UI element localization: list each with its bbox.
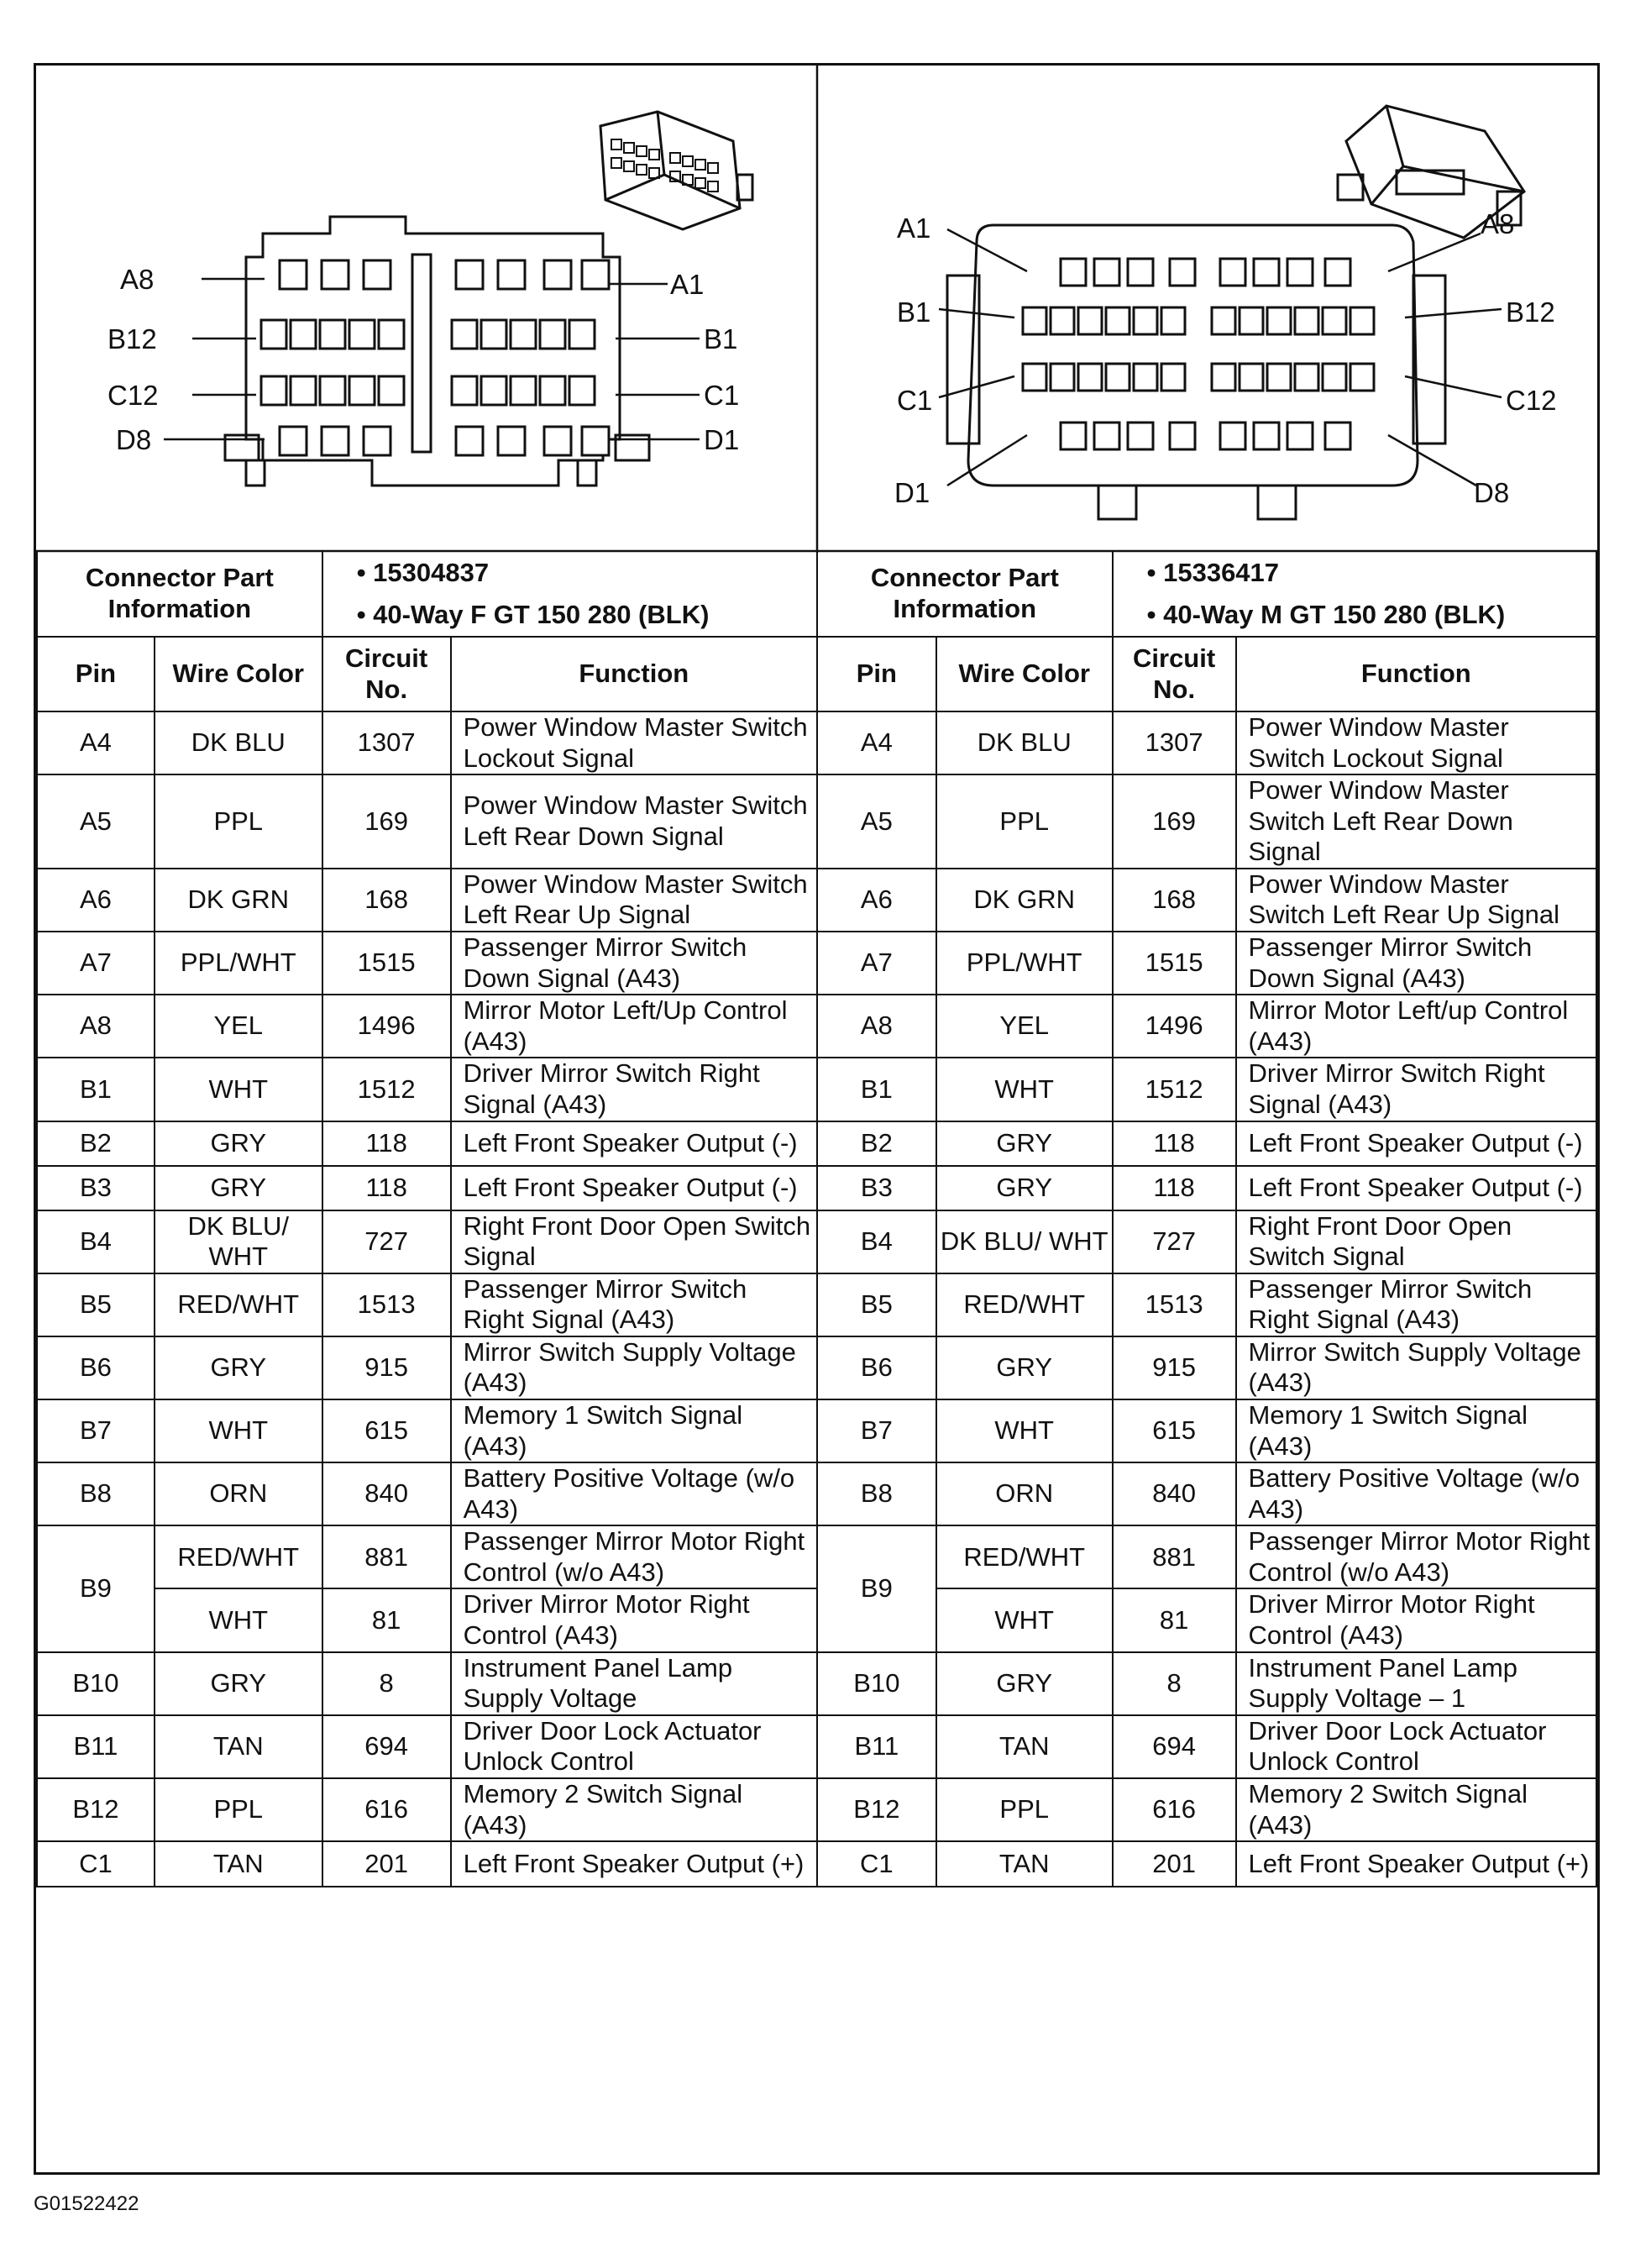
cavity — [1350, 307, 1374, 334]
pin-cell: B9 — [37, 1525, 155, 1651]
table-row — [37, 1588, 1596, 1651]
cavity — [511, 376, 536, 405]
wire-color-cell: GRY — [155, 1121, 322, 1166]
wire-color-cell-right: WHT — [936, 1588, 1113, 1651]
cavity — [544, 427, 571, 455]
right-description: • 40-Way M GT 150 280 (BLK) — [1113, 595, 1596, 637]
wire-color-cell: TAN — [155, 1841, 322, 1887]
right-info-label: Connector Part Information — [817, 551, 1113, 637]
function-cell: Instrument Panel Lamp Supply Voltage — [451, 1652, 817, 1715]
cavity — [379, 376, 404, 405]
circuit-cell: 81 — [322, 1588, 451, 1651]
wire-color-cell: GRY — [155, 1652, 322, 1715]
cavity — [1323, 364, 1346, 391]
cavity — [320, 320, 345, 349]
circuit-cell: 118 — [322, 1121, 451, 1166]
cavity — [1220, 259, 1245, 286]
left-label-a8: A8 — [120, 264, 155, 295]
wire-color-cell: RED/WHT — [155, 1525, 322, 1588]
pin-cell-right: B1 — [817, 1058, 936, 1121]
cavity — [1287, 259, 1313, 286]
wire-color-cell: WHT — [155, 1399, 322, 1462]
cavity — [1106, 307, 1129, 334]
circuit-cell: 1496 — [322, 995, 451, 1058]
circuit-cell: 881 — [322, 1525, 451, 1588]
circuit-cell-right: 616 — [1113, 1778, 1236, 1841]
cavity — [1267, 307, 1291, 334]
circuit-cell: 727 — [322, 1210, 451, 1273]
table-row — [37, 932, 1596, 995]
cavity — [1051, 307, 1074, 334]
pin-cell: A7 — [37, 932, 155, 995]
wire-color-cell: PPL — [155, 1778, 322, 1841]
cavity — [1078, 307, 1102, 334]
left-label-d1: D1 — [704, 424, 740, 455]
wire-color-cell: YEL — [155, 995, 322, 1058]
right-part-number: • 15336417 — [1113, 551, 1596, 595]
header-function-right: Function — [1236, 637, 1596, 711]
right-label-c12: C12 — [1506, 385, 1557, 416]
function-cell-right: Power Window Master Switch Left Rear Down Signal — [1236, 774, 1596, 869]
pin-cell: B6 — [37, 1336, 155, 1399]
pin-cell: B8 — [37, 1462, 155, 1525]
cavity — [1254, 259, 1279, 286]
table-row — [37, 1058, 1596, 1121]
right-label-b12: B12 — [1506, 297, 1555, 328]
circuit-cell-right: 1513 — [1113, 1273, 1236, 1336]
table-row — [37, 1210, 1596, 1273]
function-cell-right: Left Front Speaker Output (+) — [1236, 1841, 1596, 1887]
table-row — [37, 1121, 1596, 1166]
connector-diagrams — [36, 66, 1597, 553]
column-header-row — [37, 637, 1596, 711]
cavity — [280, 260, 307, 289]
connector-sheet — [34, 63, 1600, 2175]
wire-color-cell-right: RED/WHT — [936, 1273, 1113, 1336]
wire-color-cell-right: PPL — [936, 1778, 1113, 1841]
circuit-cell: 201 — [322, 1841, 451, 1887]
cavity — [540, 376, 565, 405]
pin-cell: B7 — [37, 1399, 155, 1462]
table-row — [37, 1525, 1596, 1588]
wire-color-cell-right: PPL/WHT — [936, 932, 1113, 995]
function-cell: Battery Positive Voltage (w/o A43) — [451, 1462, 817, 1525]
function-cell: Power Window Master Switch Lockout Signal — [451, 711, 817, 774]
left-label-b1: B1 — [704, 323, 738, 354]
cavity — [1254, 423, 1279, 449]
pin-cell: B2 — [37, 1121, 155, 1166]
function-cell-right: Instrument Panel Lamp Supply Voltage – 1 — [1236, 1652, 1596, 1715]
pin-cell: A6 — [37, 869, 155, 932]
circuit-cell: 1513 — [322, 1273, 451, 1336]
table-row — [37, 774, 1596, 869]
cavity — [1295, 307, 1318, 334]
function-cell-right: Driver Mirror Motor Right Control (A43) — [1236, 1588, 1596, 1651]
cavity — [1287, 423, 1313, 449]
circuit-cell-right: 694 — [1113, 1715, 1236, 1778]
table-row — [37, 995, 1596, 1058]
circuit-cell: 8 — [322, 1652, 451, 1715]
circuit-cell: 169 — [322, 774, 451, 869]
cavity — [582, 260, 609, 289]
function-cell: Passenger Mirror Switch Right Signal (A43) — [451, 1273, 817, 1336]
cavity — [1023, 364, 1046, 391]
cavity — [1128, 423, 1153, 449]
header-circuit-right: Circuit No. — [1113, 637, 1236, 711]
pin-cell-right: B8 — [817, 1462, 936, 1525]
pin-cell: B10 — [37, 1652, 155, 1715]
function-cell-right: Mirror Motor Left/up Control (A43) — [1236, 995, 1596, 1058]
cavity — [498, 260, 525, 289]
wire-color-cell: DK GRN — [155, 869, 322, 932]
cavity — [1134, 364, 1157, 391]
wire-color-cell: PPL/WHT — [155, 932, 322, 995]
function-cell: Passenger Mirror Switch Down Signal (A43) — [451, 932, 817, 995]
wire-color-cell: GRY — [155, 1336, 322, 1399]
pin-cell: B11 — [37, 1715, 155, 1778]
table-row — [37, 1273, 1596, 1336]
function-cell-right: Driver Door Lock Actuator Unlock Control — [1236, 1715, 1596, 1778]
circuit-cell-right: 1496 — [1113, 995, 1236, 1058]
cavity — [322, 427, 349, 455]
function-cell-right: Battery Positive Voltage (w/o A43) — [1236, 1462, 1596, 1525]
pin-cell: B3 — [37, 1166, 155, 1210]
cavity — [582, 427, 609, 455]
circuit-cell-right: 201 — [1113, 1841, 1236, 1887]
circuit-cell-right: 615 — [1113, 1399, 1236, 1462]
right-label-d8: D8 — [1474, 477, 1510, 508]
wire-color-cell-right: WHT — [936, 1058, 1113, 1121]
pin-cell-right: C1 — [817, 1841, 936, 1887]
figure-id: G01522422 — [34, 2192, 139, 2215]
cavity — [364, 427, 390, 455]
pin-cell-right: A5 — [817, 774, 936, 869]
wire-color-cell: DK BLU — [155, 711, 322, 774]
cavity — [456, 427, 483, 455]
function-cell: Memory 1 Switch Signal (A43) — [451, 1399, 817, 1462]
circuit-cell: 616 — [322, 1778, 451, 1841]
circuit-cell-right: 915 — [1113, 1336, 1236, 1399]
cavity — [291, 320, 316, 349]
wire-color-cell-right: DK BLU/ WHT — [936, 1210, 1113, 1273]
header-circuit: Circuit No. — [322, 637, 451, 711]
right-label-a8: A8 — [1481, 208, 1515, 239]
cavity — [1094, 423, 1119, 449]
function-cell: Driver Mirror Switch Right Signal (A43) — [451, 1058, 817, 1121]
circuit-cell-right: 168 — [1113, 869, 1236, 932]
wire-color-cell-right: RED/WHT — [936, 1525, 1113, 1588]
wire-color-cell: GRY — [155, 1166, 322, 1210]
table-row — [37, 1778, 1596, 1841]
right-label-d1: D1 — [894, 477, 930, 508]
right-label-a1: A1 — [897, 213, 931, 244]
cavity — [498, 427, 525, 455]
pin-cell: B5 — [37, 1273, 155, 1336]
cavity — [1170, 423, 1195, 449]
pin-cell: B1 — [37, 1058, 155, 1121]
function-cell-right: Power Window Master Switch Lockout Signal — [1236, 711, 1596, 774]
function-cell: Left Front Speaker Output (-) — [451, 1166, 817, 1210]
pin-cell: A4 — [37, 711, 155, 774]
circuit-cell-right: 1512 — [1113, 1058, 1236, 1121]
pin-cell-right: B5 — [817, 1273, 936, 1336]
pin-cell-right: B2 — [817, 1121, 936, 1166]
circuit-cell: 615 — [322, 1399, 451, 1462]
wire-color-cell-right: DK BLU — [936, 711, 1113, 774]
cavity — [291, 376, 316, 405]
pin-cell-right: B10 — [817, 1652, 936, 1715]
cavity — [1078, 364, 1102, 391]
function-cell-right: Right Front Door Open Switch Signal — [1236, 1210, 1596, 1273]
cavity — [280, 427, 307, 455]
function-cell-right: Mirror Switch Supply Voltage (A43) — [1236, 1336, 1596, 1399]
cavity — [261, 376, 286, 405]
cavity — [1240, 307, 1263, 334]
cavity — [1094, 259, 1119, 286]
cavity — [1267, 364, 1291, 391]
function-cell: Driver Door Lock Actuator Unlock Control — [451, 1715, 817, 1778]
header-function: Function — [451, 637, 817, 711]
wire-color-cell-right: DK GRN — [936, 869, 1113, 932]
cavity — [379, 320, 404, 349]
function-cell: Power Window Master Switch Left Rear Up Signal — [451, 869, 817, 932]
cavity — [481, 376, 506, 405]
circuit-cell-right: 169 — [1113, 774, 1236, 869]
function-cell: Power Window Master Switch Left Rear Down Signal — [451, 774, 817, 869]
function-cell: Passenger Mirror Motor Right Control (w/o A43) — [451, 1525, 817, 1588]
wire-color-cell-right: TAN — [936, 1715, 1113, 1778]
cavity — [569, 320, 595, 349]
cavity — [349, 320, 375, 349]
left-label-c12: C12 — [107, 380, 159, 411]
left-connector-icon — [600, 112, 752, 229]
cavity — [261, 320, 286, 349]
circuit-cell: 118 — [322, 1166, 451, 1210]
pin-cell-right: A8 — [817, 995, 936, 1058]
function-cell-right: Memory 1 Switch Signal (A43) — [1236, 1399, 1596, 1462]
wire-color-cell: ORN — [155, 1462, 322, 1525]
wire-color-cell: RED/WHT — [155, 1273, 322, 1336]
table-row — [37, 1652, 1596, 1715]
cavity — [452, 376, 477, 405]
cavity — [1295, 364, 1318, 391]
circuit-cell: 915 — [322, 1336, 451, 1399]
left-info-label: Connector Part Information — [37, 551, 322, 637]
left-label-a1: A1 — [670, 269, 705, 300]
wire-color-cell-right: PPL — [936, 774, 1113, 869]
cavity — [1061, 423, 1086, 449]
left-part-number: • 15304837 — [322, 551, 817, 595]
circuit-cell-right: 118 — [1113, 1121, 1236, 1166]
cavity — [1128, 259, 1153, 286]
cavity — [1161, 307, 1185, 334]
function-cell: Right Front Door Open Switch Signal — [451, 1210, 817, 1273]
circuit-cell-right: 118 — [1113, 1166, 1236, 1210]
cavity — [511, 320, 536, 349]
function-cell-right: Left Front Speaker Output (-) — [1236, 1121, 1596, 1166]
pin-cell-right: B6 — [817, 1336, 936, 1399]
cavity — [1240, 364, 1263, 391]
cavity — [1323, 307, 1346, 334]
left-description: • 40-Way F GT 150 280 (BLK) — [322, 595, 817, 637]
function-cell-right: Power Window Master Switch Left Rear Up Signal — [1236, 869, 1596, 932]
pinout-table — [36, 550, 1597, 1887]
wire-color-cell-right: YEL — [936, 995, 1113, 1058]
pin-cell-right: A4 — [817, 711, 936, 774]
table-row — [37, 1166, 1596, 1210]
table-row — [37, 1336, 1596, 1399]
connector-info-row — [37, 551, 1596, 595]
wire-color-cell: PPL — [155, 774, 322, 869]
cavity — [349, 376, 375, 405]
pin-cell-right: B12 — [817, 1778, 936, 1841]
function-cell-right: Driver Mirror Switch Right Signal (A43) — [1236, 1058, 1596, 1121]
header-wire-color-right: Wire Color — [936, 637, 1113, 711]
pin-cell: B4 — [37, 1210, 155, 1273]
cavity — [1350, 364, 1374, 391]
pin-cell-right: A6 — [817, 869, 936, 932]
function-cell-right: Passenger Mirror Motor Right Control (w/o A43) — [1236, 1525, 1596, 1588]
cavity — [1023, 307, 1046, 334]
circuit-cell: 840 — [322, 1462, 451, 1525]
function-cell: Left Front Speaker Output (+) — [451, 1841, 817, 1887]
wire-color-cell-right: TAN — [936, 1841, 1113, 1887]
right-label-c1: C1 — [897, 385, 933, 416]
wire-color-cell-right: GRY — [936, 1166, 1113, 1210]
circuit-cell-right: 1515 — [1113, 932, 1236, 995]
wire-color-cell: WHT — [155, 1058, 322, 1121]
cavity — [1212, 307, 1235, 334]
circuit-cell: 1515 — [322, 932, 451, 995]
function-cell: Mirror Switch Supply Voltage (A43) — [451, 1336, 817, 1399]
cavity — [1325, 259, 1350, 286]
circuit-cell-right: 8 — [1113, 1652, 1236, 1715]
cavity — [481, 320, 506, 349]
left-label-b12: B12 — [107, 323, 157, 354]
function-cell-right: Passenger Mirror Switch Down Signal (A43) — [1236, 932, 1596, 995]
wire-color-cell-right: ORN — [936, 1462, 1113, 1525]
wire-color-cell: WHT — [155, 1588, 322, 1651]
circuit-cell-right: 727 — [1113, 1210, 1236, 1273]
cavity — [1212, 364, 1235, 391]
pin-cell: A5 — [37, 774, 155, 869]
wire-color-cell: TAN — [155, 1715, 322, 1778]
header-pin-right: Pin — [817, 637, 936, 711]
wire-color-cell-right: WHT — [936, 1399, 1113, 1462]
function-cell: Driver Mirror Motor Right Control (A43) — [451, 1588, 817, 1651]
pin-cell-right: B4 — [817, 1210, 936, 1273]
cavity — [1051, 364, 1074, 391]
cavity — [1220, 423, 1245, 449]
cavity — [569, 376, 595, 405]
cavity — [320, 376, 345, 405]
cavity — [456, 260, 483, 289]
function-cell: Memory 2 Switch Signal (A43) — [451, 1778, 817, 1841]
left-label-d8: D8 — [116, 424, 152, 455]
circuit-cell: 694 — [322, 1715, 451, 1778]
cavity — [1170, 259, 1195, 286]
function-cell: Left Front Speaker Output (-) — [451, 1121, 817, 1166]
function-cell-right: Memory 2 Switch Signal (A43) — [1236, 1778, 1596, 1841]
function-cell-right: Passenger Mirror Switch Right Signal (A43) — [1236, 1273, 1596, 1336]
cavity — [322, 260, 349, 289]
circuit-cell: 168 — [322, 869, 451, 932]
table-row — [37, 1841, 1596, 1887]
circuit-cell-right: 840 — [1113, 1462, 1236, 1525]
pin-cell: A8 — [37, 995, 155, 1058]
cavity — [1325, 423, 1350, 449]
wire-color-cell-right: GRY — [936, 1121, 1113, 1166]
cavity — [1061, 259, 1086, 286]
function-cell: Mirror Motor Left/Up Control (A43) — [451, 995, 817, 1058]
wire-color-cell-right: GRY — [936, 1652, 1113, 1715]
cavity — [452, 320, 477, 349]
table-row — [37, 1715, 1596, 1778]
table-row — [37, 869, 1596, 932]
table-row — [37, 1462, 1596, 1525]
right-label-b1: B1 — [897, 297, 931, 328]
circuit-cell-right: 81 — [1113, 1588, 1236, 1651]
pin-cell: C1 — [37, 1841, 155, 1887]
cavity — [1161, 364, 1185, 391]
cavity — [544, 260, 571, 289]
cavity — [364, 260, 390, 289]
left-label-c1: C1 — [704, 380, 740, 411]
pin-cell-right: B7 — [817, 1399, 936, 1462]
pin-cell-right: A7 — [817, 932, 936, 995]
table-row — [37, 1399, 1596, 1462]
header-wire-color: Wire Color — [155, 637, 322, 711]
pin-cell-right: B11 — [817, 1715, 936, 1778]
cavity — [1106, 364, 1129, 391]
pin-cell-right: B3 — [817, 1166, 936, 1210]
cavity — [540, 320, 565, 349]
circuit-cell-right: 881 — [1113, 1525, 1236, 1588]
circuit-cell: 1307 — [322, 711, 451, 774]
circuit-cell: 1512 — [322, 1058, 451, 1121]
pin-cell: B12 — [37, 1778, 155, 1841]
function-cell-right: Left Front Speaker Output (-) — [1236, 1166, 1596, 1210]
circuit-cell-right: 1307 — [1113, 711, 1236, 774]
wire-color-cell-right: GRY — [936, 1336, 1113, 1399]
header-pin: Pin — [37, 637, 155, 711]
cavity — [1134, 307, 1157, 334]
pin-cell-right: B9 — [817, 1525, 936, 1651]
table-row — [37, 711, 1596, 774]
wire-color-cell: DK BLU/ WHT — [155, 1210, 322, 1273]
